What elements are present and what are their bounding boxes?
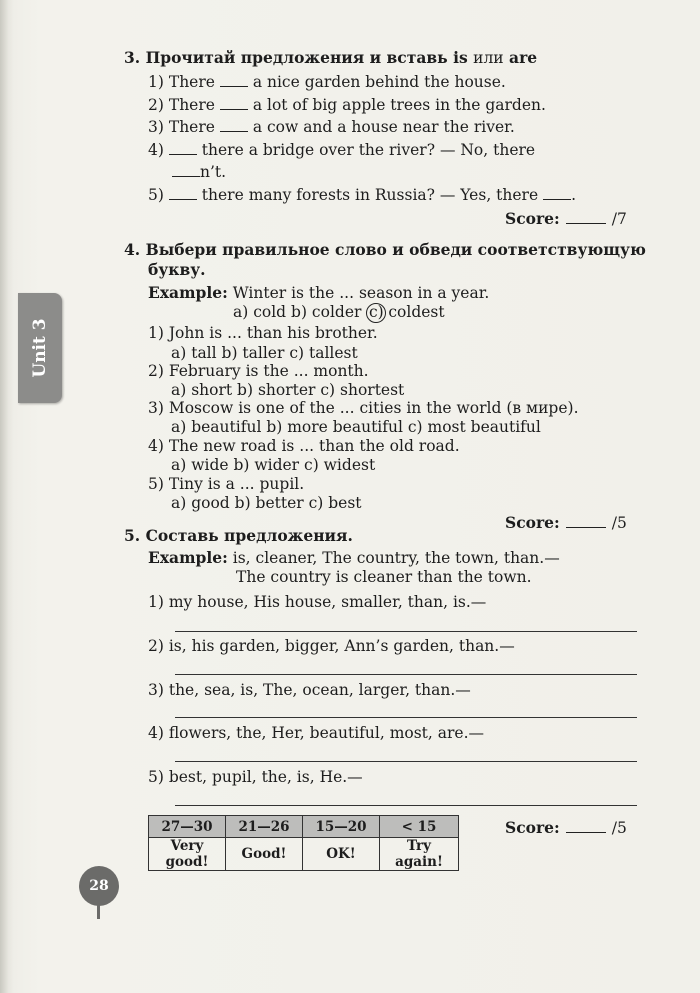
ex3-item-2: 2) There a lot of big apple trees in the garden.: [148, 96, 546, 114]
grade-label: OK!: [303, 838, 380, 871]
ex4-o4: a) wide b) wider c) widest: [171, 456, 376, 474]
ex5-score: Score: /5: [505, 818, 627, 837]
ex3-score: Score: /7: [505, 209, 627, 228]
ex5-item-5: 5) best, pupil, the, is, He.—: [148, 768, 363, 786]
ex5-example: Example: is, cleaner, The country, the town, than.—: [148, 548, 560, 567]
answer-line-1[interactable]: [175, 631, 637, 632]
ex4-q2: 2) February is the ... month.: [148, 362, 369, 380]
ex3-item-4: 4) there a bridge over the river? — No, there: [148, 141, 536, 159]
ex4-title: 4. Выбери правильное слово и обведи соответствующую: [124, 240, 646, 259]
unit-tab: [18, 293, 62, 403]
grade-label: Very good!: [149, 838, 226, 871]
answer-line-4[interactable]: [175, 761, 637, 762]
page-number: 28: [79, 866, 119, 906]
ex4-q1: 1) John is ... than his brother.: [148, 324, 378, 342]
ex4-example-options: a) cold b) colder c) coldest: [233, 303, 445, 321]
ex3-item-1: 1) There a nice garden behind the house.: [148, 73, 506, 91]
unit-tab-label: Unit 3: [30, 318, 50, 378]
grade-range: < 15: [380, 816, 459, 838]
grade-label: Try again!: [380, 838, 459, 871]
ex5-item-1: 1) my house, His house, smaller, than, is.—: [148, 593, 487, 611]
ex4-q3: 3) Moscow is one of the ... cities in the world (в мире).: [148, 399, 579, 417]
ex5-item-2: 2) is, his garden, bigger, Ann’s garden, than.—: [148, 637, 515, 655]
ex4-q4: 4) The new road is ... than the old road.: [148, 437, 460, 455]
ex4-example: Example: Winter is the ... season in a year.: [148, 283, 490, 302]
ex5-example-answer: The country is cleaner than the town.: [236, 568, 532, 586]
grade-range: 15—20: [303, 816, 380, 838]
ex3-title: 3. Прочитай предложения и вставь is или are: [124, 48, 538, 67]
circled-answer: c): [366, 303, 386, 323]
ex5-title: 5. Составь предложения.: [124, 526, 353, 545]
ex3-item-5: 5) there many forests in Russia? — Yes, there .: [148, 186, 577, 204]
ex4-o1: a) tall b) taller c) tallest: [171, 344, 358, 362]
answer-line-3[interactable]: [175, 717, 637, 718]
ex4-o2: a) short b) shorter c) shortest: [171, 381, 405, 399]
answer-line-2[interactable]: [175, 674, 637, 675]
book-spine: [0, 0, 8, 993]
ex3-item-3: 3) There a cow and a house near the river.: [148, 118, 515, 136]
ex3-item-4-cont: n’t.: [172, 163, 226, 181]
ex4-q5: 5) Tiny is a ... pupil.: [148, 475, 305, 493]
grade-label: Good!: [226, 838, 303, 871]
ex4-score: Score: /5: [505, 513, 627, 532]
ex5-item-3: 3) the, sea, is, The, ocean, larger, than.—: [148, 681, 471, 699]
grading-table: [148, 815, 459, 871]
answer-line-5[interactable]: [175, 805, 637, 806]
ex4-title-cont: букву.: [148, 260, 206, 279]
ex4-o5: a) good b) better c) best: [171, 494, 362, 512]
grade-range: 21—26: [226, 816, 303, 838]
grade-range: 27—30: [149, 816, 226, 838]
page-number-pin: [97, 905, 100, 919]
ex5-item-4: 4) flowers, the, Her, beautiful, most, are.—: [148, 724, 485, 742]
ex4-o3: a) beautiful b) more beautiful c) most beautiful: [171, 418, 541, 436]
